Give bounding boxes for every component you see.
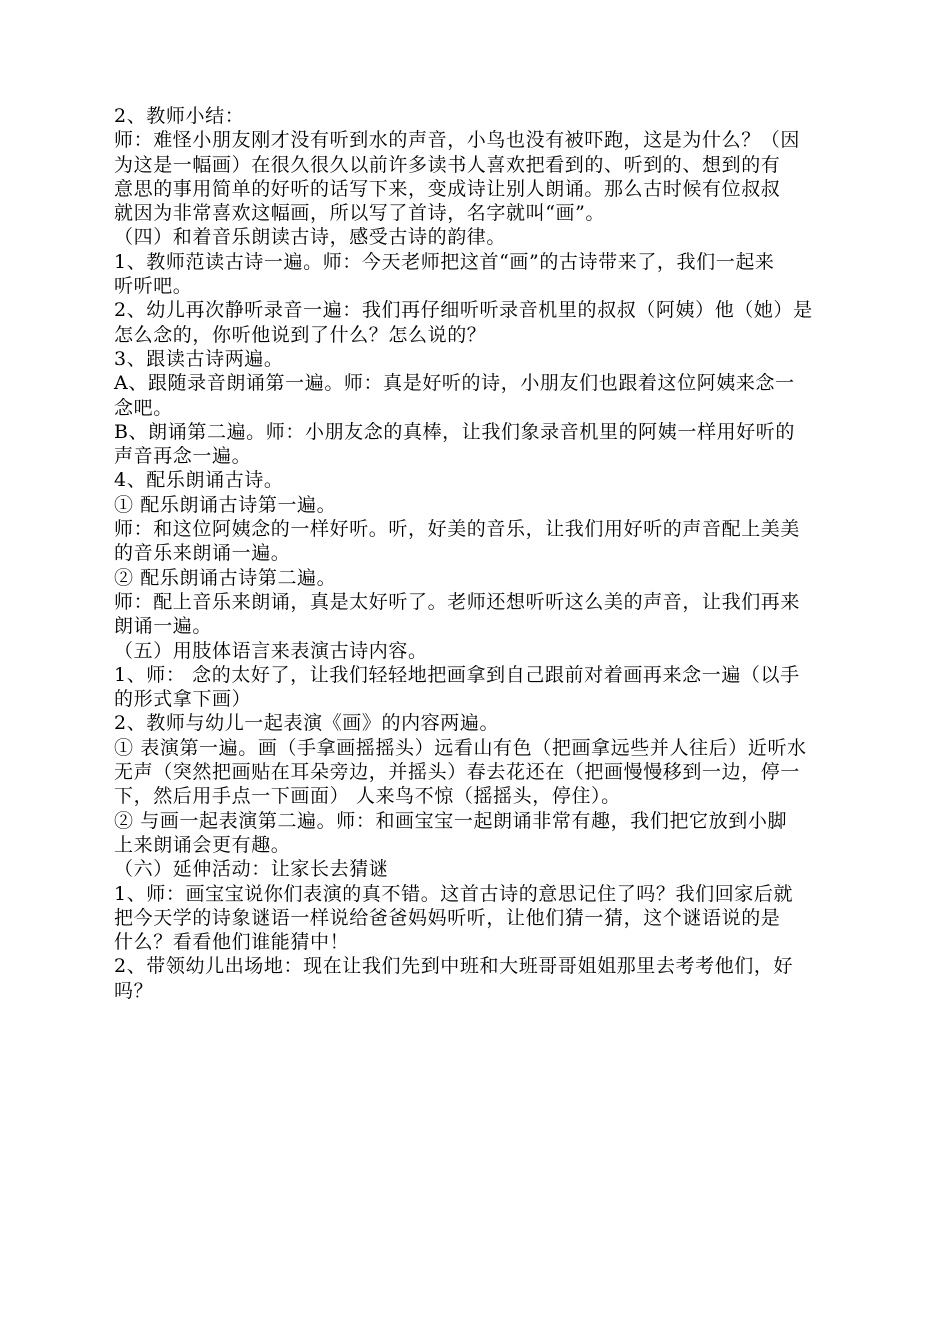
text-line: 怎么念的，你听他说到了什么？怎么说的？ [114, 323, 487, 346]
text-line: 1、师：画宝宝说你们表演的真不错。这首古诗的意思记住了吗？我们回家后就 [114, 882, 794, 905]
text-line: 2、教师与幼儿一起表演《画》的内容两遍。 [114, 712, 500, 735]
section-heading: （六）延伸活动：让家长去猜谜 [114, 858, 389, 881]
text-line: 吗？ [114, 979, 154, 1002]
text-line: 就因为非常喜欢这幅画，所以写了首诗，名字就叫“画”。 [114, 202, 606, 225]
text-line: 2、幼儿再次静听录音一遍：我们再仔细听听录音机里的叔叔（阿姨）他（她）是 [114, 299, 813, 322]
text-line: 无声（突然把画贴在耳朵旁边，并摇头）春去花还在（把画慢慢移到一边，停一 [114, 761, 801, 784]
text-line: 的形式拿下画） [114, 688, 252, 711]
text-line: 师：配上音乐来朗诵，真是太好听了。老师还想听听这么美的声音，让我们再来 [114, 590, 801, 613]
text-line: ② 配乐朗诵古诗第二遍。 [114, 566, 337, 589]
text-line: 2、教师小结： [114, 105, 245, 127]
text-line: B、朗诵第二遍。师：小朋友念的真棒，让我们象录音机里的阿姨一样用好听的 [114, 420, 795, 443]
text-line: 把今天学的诗象谜语一样说给爸爸妈妈听听，让他们猜一猜，这个谜语说的是 [114, 906, 781, 929]
text-line: 声音再念一遍。 [114, 445, 252, 468]
text-line: A、跟随录音朗诵第一遍。师：真是好听的诗，小朋友们也跟着这位阿姨来念一 [114, 372, 795, 395]
text-line: 上来朗诵会更有趣。 [114, 833, 291, 856]
text-line: 1、师： 念的太好了，让我们轻轻地把画拿到自己跟前对着画再来念一遍（以手 [114, 663, 800, 686]
text-line: 师：难怪小朋友刚才没有听到水的声音，小鸟也没有被吓跑，这是为什么？（因 [114, 129, 801, 152]
text-line: 意思的事用简单的好听的话写下来，变成诗让别人朗诵。那么古时候有位叔叔 [114, 177, 781, 200]
text-line: 为这是一幅画）在很久很久以前许多读书人喜欢把看到的、听到的、想到的有 [114, 153, 781, 176]
text-line: 2、带领幼儿出场地：现在让我们先到中班和大班哥哥姐姐那里去考考他们，好 [114, 955, 794, 978]
text-line: 4、配乐朗诵古诗。 [114, 469, 284, 492]
text-line: 3、跟读古诗两遍。 [114, 347, 284, 370]
text-line: 念吧。 [114, 396, 173, 419]
text-line: 朗诵一遍。 [114, 615, 213, 638]
section-heading: （五）用肢体语言来表演古诗内容。 [114, 639, 428, 662]
text-line: ② 与画一起表演第二遍。师：和画宝宝一起朗诵非常有趣，我们把它放到小脚 [114, 809, 788, 832]
text-line: ① 配乐朗诵古诗第一遍。 [114, 493, 337, 516]
text-line: 1、教师范读古诗一遍。师：今天老师把这首“画”的古诗带来了，我们一起来 [114, 250, 775, 273]
text-line: 什么？看看他们谁能猜中！ [114, 931, 350, 954]
text-line: 的音乐来朗诵一遍。 [114, 542, 291, 565]
text-line: 听听吧。 [114, 275, 193, 298]
section-heading: （四）和着音乐朗读古诗，感受古诗的韵律。 [114, 226, 507, 249]
text-line: 师：和这位阿姨念的一样好听。听，好美的音乐，让我们用好听的声音配上美美 [114, 518, 801, 541]
text-line: ① 表演第一遍。画（手拿画摇摇头）远看山有色（把画拿远些并人往后）近听水 [114, 736, 807, 759]
document-body [114, 104, 864, 1003]
text-line: 下，然后用手点一下画面） 人来鸟不惊（摇摇头，停住）。 [114, 785, 621, 808]
